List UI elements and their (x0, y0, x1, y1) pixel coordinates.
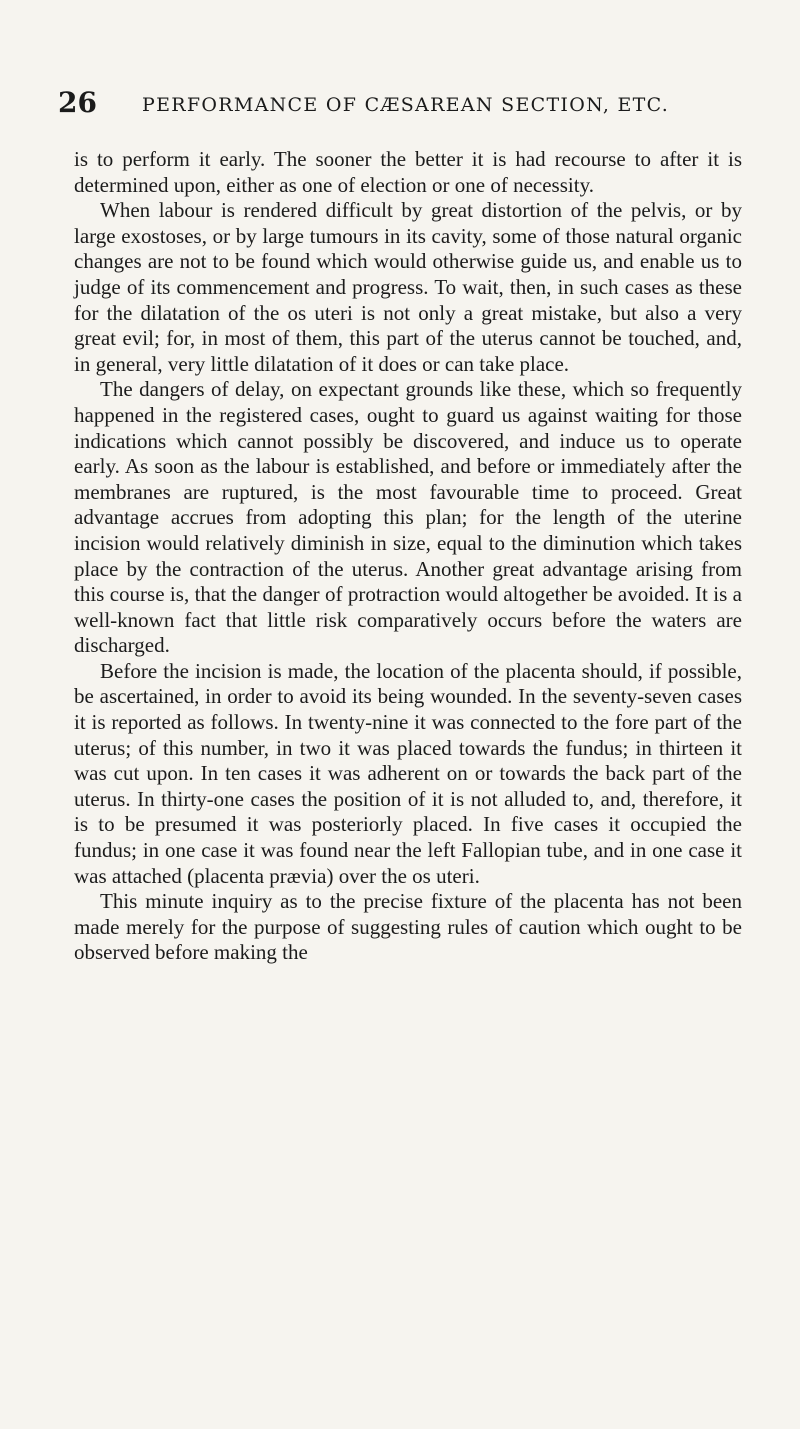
paragraph-2: When labour is rendered difficult by great distortion of the pelvis, or by large exostoses, or by large tumours in its cavity, some of those natural organic changes are not to be found which would otherwise guide us, and enable us to judge of its commencement and progress. To wait, then, in such cases as these for the dilatation of the os uteri is not only a great mistake, but also a very great evil; for, in most of them, this part of the uterus cannot be touched, and, in general, very little dilatation of it does or can take place. (74, 198, 742, 376)
running-head: PERFORMANCE OF CÆSAREAN SECTION, ETC. (142, 94, 670, 116)
page-number: 26 (58, 86, 97, 119)
body-text (74, 147, 742, 966)
paragraph-4: Before the incision is made, the location of the placenta should, if possible, be ascertained, in order to avoid its being wounded. In the seventy-seven cases it is reported as follows. In twenty-nine it was connected to the fore part of the uterus; of this number, in two it was placed towards the fundus; in thirteen it was cut upon. In ten cases it was adherent on or towards the back part of the uterus. In thirty-one cases the position of it is not alluded to, and, therefore, it is to be presumed it was posteriorly placed. In five cases it occupied the fundus; in one case it was found near the left Fallopian tube, and in one case it was attached (placenta prævia) over the os uteri. (74, 658, 742, 888)
paragraph-5: This minute inquiry as to the precise fixture of the placenta has not been made merely for the purpose of suggesting rules of caution which ought to be observed before making the (74, 889, 742, 965)
page-header (58, 88, 742, 128)
paragraph-3: The dangers of delay, on expectant grounds like these, which so frequently happened in the registered cases, ought to guard us against waiting for those indications which cannot possibly be discovered, and induce us to operate early. As soon as the labour is established, and before or immediately after the membranes are ruptured, is the most favourable time to proceed. Great advantage accrues from adopting this plan; for the length of the uterine incision would relatively diminish in size, equal to the diminution which takes place by the contraction of the uterus. Another great advantage arising from this course is, that the danger of protraction would altogether be avoided. It is a well-known fact that little risk comparatively occurs before the waters are discharged. (74, 377, 742, 658)
paragraph-1: is to perform it early. The sooner the better it is had recourse to after it is determined upon, either as one of election or one of necessity. (74, 147, 742, 197)
